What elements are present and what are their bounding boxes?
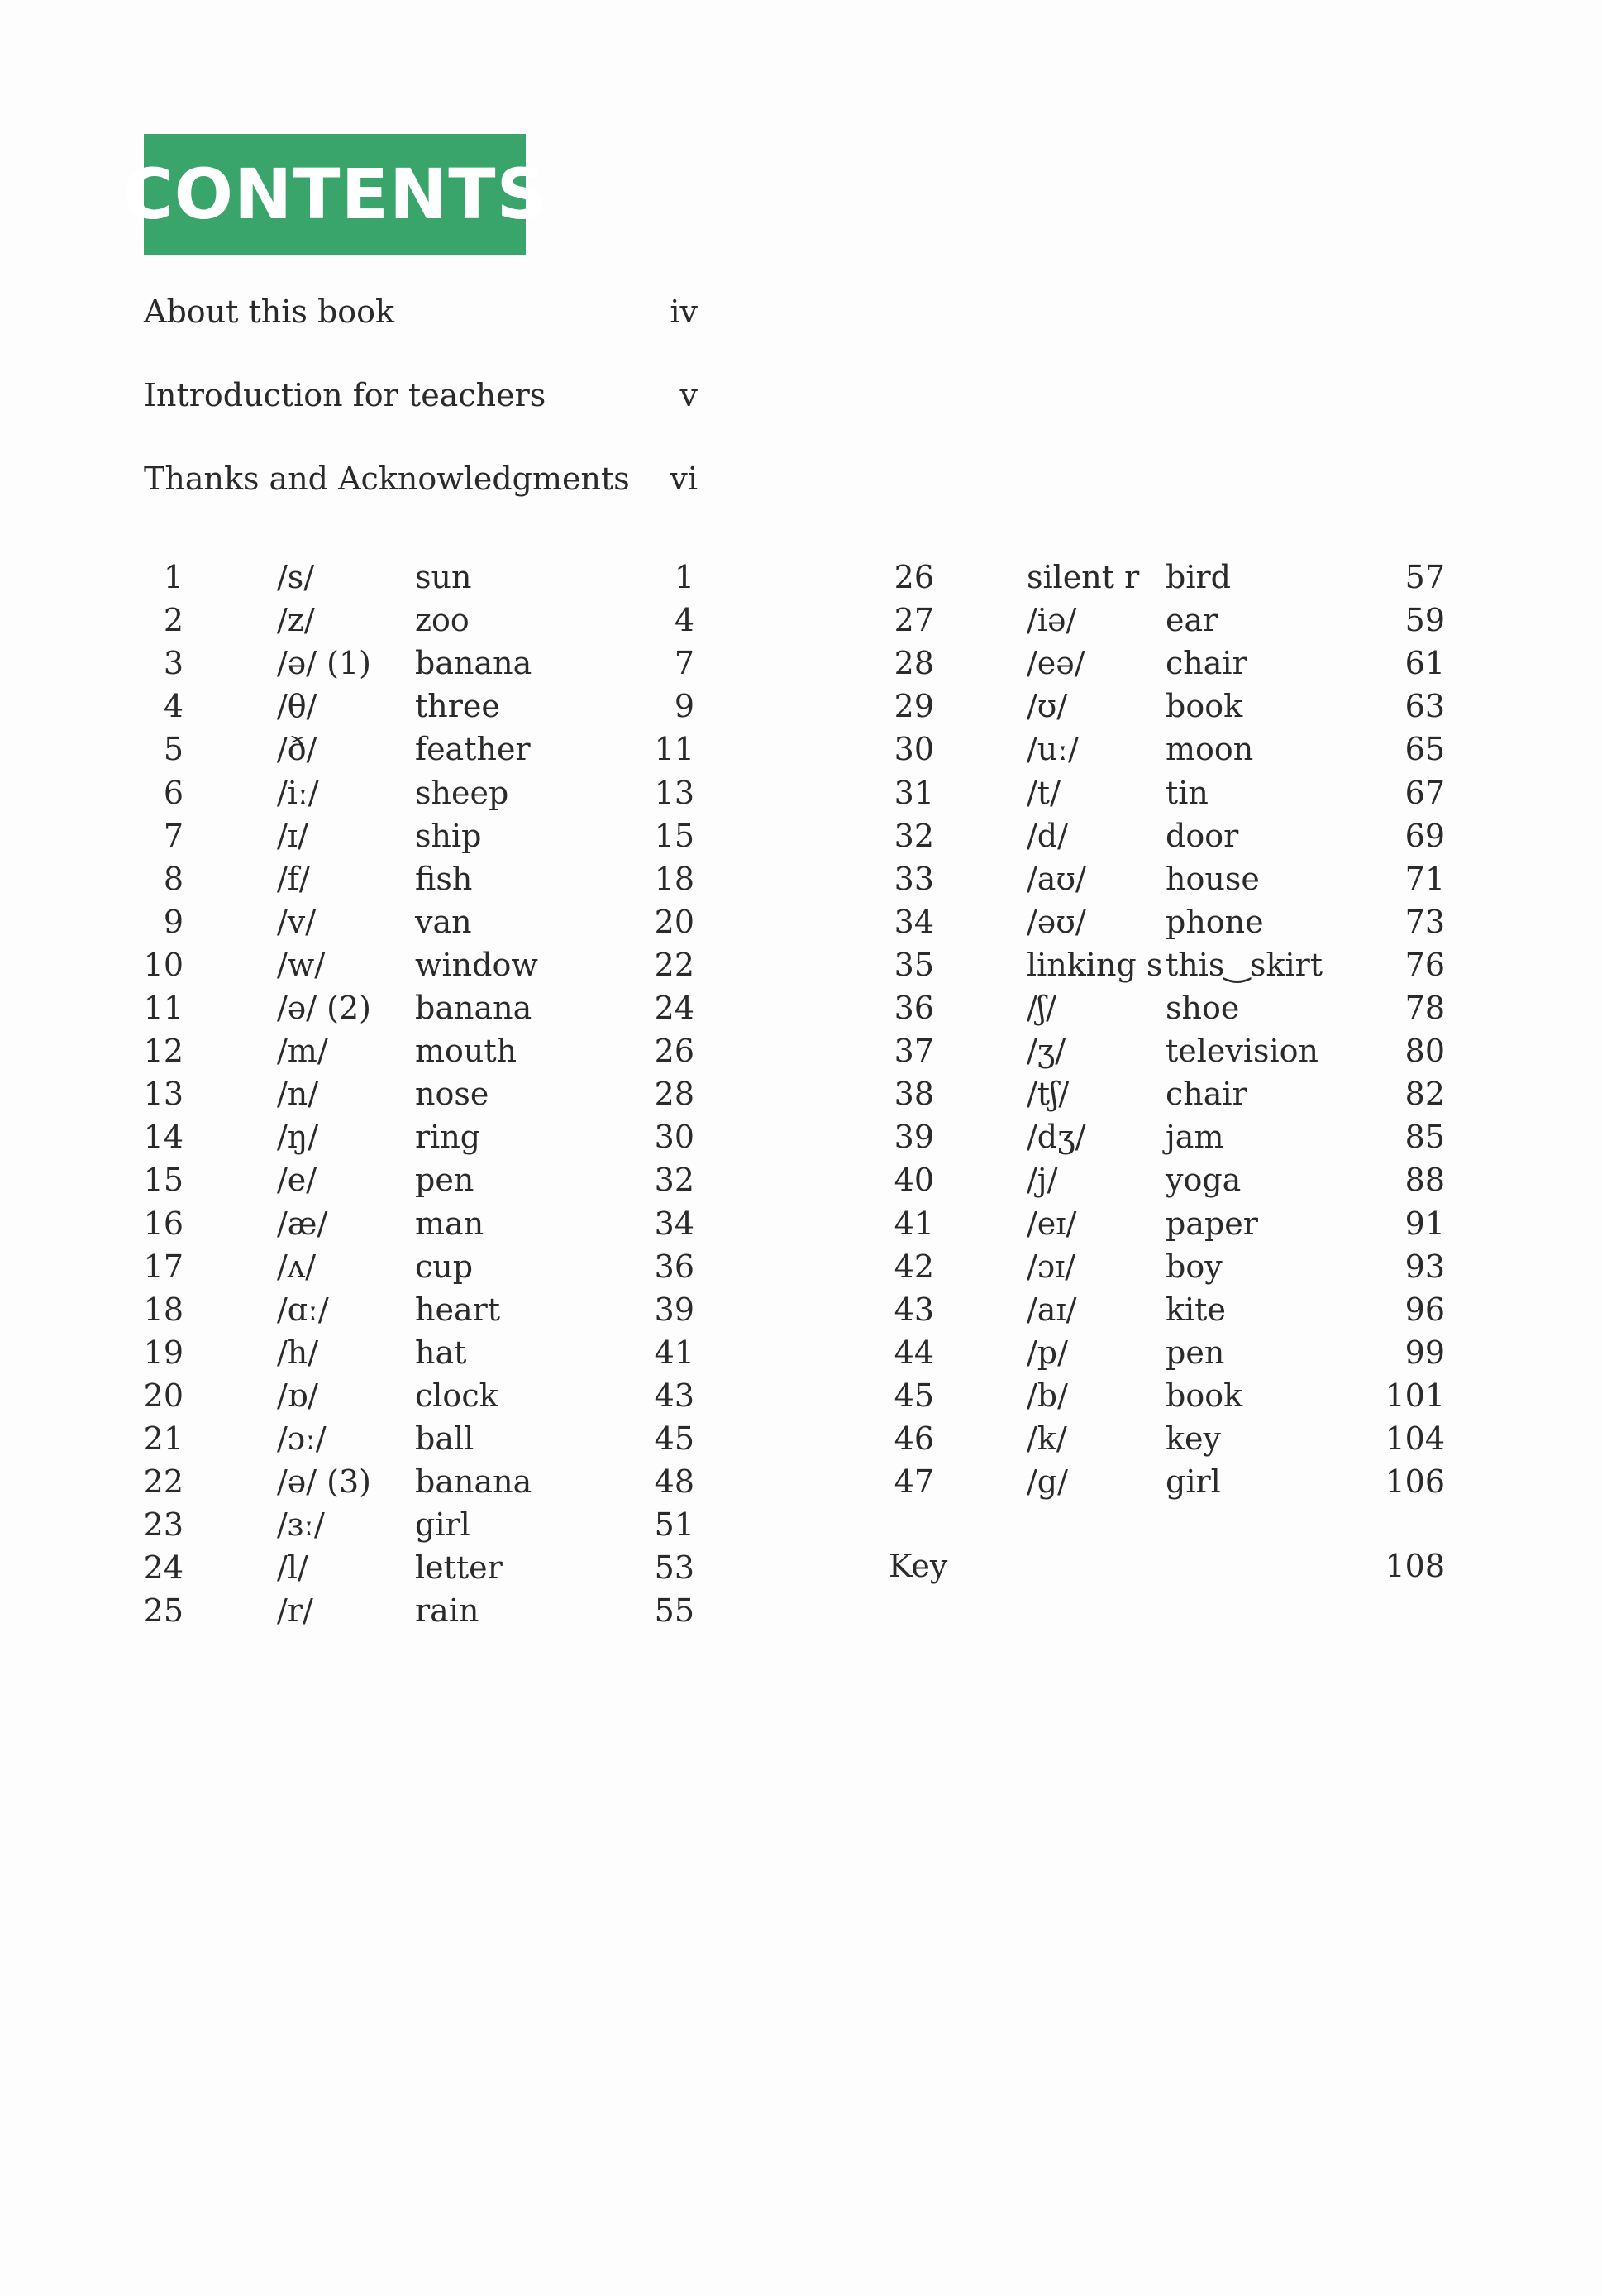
entry-sound: /ə/ (2) (277, 990, 371, 1026)
entry-word: house (1166, 860, 1260, 897)
entry-word: mouth (415, 1033, 517, 1070)
entry-page: 41 (654, 1334, 694, 1371)
entry-page: 96 (1404, 1291, 1445, 1328)
entry-sound: /ə/ (3) (277, 1463, 371, 1501)
entry-page: 24 (654, 990, 694, 1026)
entry-page: 39 (654, 1291, 694, 1328)
entry-number: 10 (143, 946, 184, 983)
entry-page: 51 (654, 1506, 694, 1544)
entry-page: 36 (654, 1248, 694, 1285)
entry-sound: /l/ (277, 1549, 308, 1587)
entry-number: 45 (894, 1377, 934, 1414)
entry-word: rain (415, 1592, 479, 1630)
entry-label: About this book (144, 294, 395, 330)
entry-sound: /ɔɪ/ (1027, 1248, 1076, 1285)
entry-number: 7 (163, 817, 184, 854)
entry-page: 45 (654, 1420, 694, 1457)
toc-entry[interactable] (0, 1158, 1602, 1201)
entry-number: 43 (894, 1291, 934, 1328)
entry-sound: /ɜː/ (277, 1506, 325, 1544)
entry-number: 16 (143, 1205, 184, 1242)
entry-number: 11 (143, 990, 184, 1026)
toc-entry[interactable] (0, 943, 1602, 986)
entry-sound: /e/ (277, 1162, 317, 1199)
entry-sound: /ɒ/ (277, 1377, 318, 1414)
entry-word: van (415, 903, 472, 940)
entry-page: 26 (654, 1033, 694, 1070)
toc-entry[interactable] (0, 728, 1602, 771)
entry-page: 43 (654, 1377, 694, 1414)
entry-number: 25 (143, 1592, 184, 1630)
entry-sound: /d/ (1027, 817, 1068, 854)
entry-number: 21 (143, 1420, 184, 1457)
entry-word: ball (415, 1420, 474, 1457)
entry-word: fish (415, 860, 473, 897)
entry-word: sheep (415, 774, 509, 811)
entry-word: window (415, 946, 538, 983)
entry-sound: /ɑː/ (277, 1291, 329, 1328)
entry-sound: /ʃ/ (1027, 990, 1056, 1026)
entry-word: three (415, 688, 500, 725)
entry-word: letter (415, 1549, 503, 1587)
entry-sound: /uː/ (1027, 731, 1079, 768)
entry-number: 6 (163, 774, 184, 811)
entry-word: tin (1166, 774, 1209, 811)
toc-entry[interactable] (0, 771, 1602, 814)
toc-entry-key[interactable] (0, 1544, 1602, 1587)
entry-page: 104 (1385, 1420, 1445, 1457)
entry-sound: /ɪ/ (277, 817, 308, 854)
entry-number: 15 (143, 1162, 184, 1199)
entry-sound: /b/ (1027, 1377, 1068, 1414)
entry-sound: /eə/ (1027, 645, 1085, 682)
entry-page: 93 (1404, 1248, 1445, 1285)
entry-word: book (1166, 688, 1243, 725)
entry-page: 71 (1404, 860, 1445, 897)
entry-number: 41 (894, 1205, 934, 1242)
entry-number: 32 (894, 817, 934, 854)
contents-heading (122, 134, 548, 255)
entry-page: 30 (654, 1119, 694, 1156)
entry-number: 39 (894, 1119, 934, 1156)
entry-sound: /v/ (277, 903, 317, 940)
entry-word: pen (415, 1162, 474, 1199)
entry-word: this‿skirt (1166, 946, 1323, 983)
entry-word: kite (1166, 1291, 1226, 1328)
toc-entry[interactable] (0, 1029, 1602, 1072)
entry-word: book (1166, 1377, 1243, 1414)
entry-number: 8 (163, 860, 184, 897)
entry-word: phone (1166, 903, 1264, 940)
toc-entry[interactable] (0, 1288, 1602, 1331)
toc-entry[interactable] (0, 1331, 1602, 1374)
entry-number: 47 (894, 1463, 934, 1501)
entry-word: feather (415, 731, 531, 768)
entry-word: banana (415, 990, 532, 1026)
entry-page: 76 (1404, 946, 1445, 983)
entry-sound: /m/ (277, 1033, 328, 1070)
entry-page: 57 (1404, 559, 1445, 595)
entry-sound: /ʌ/ (277, 1248, 317, 1285)
entry-number: 20 (143, 1377, 184, 1414)
entry-number: 3 (163, 645, 184, 682)
entry-sound: /ɔː/ (277, 1420, 327, 1457)
toc-entry[interactable] (0, 1245, 1602, 1288)
entry-word: hat (415, 1334, 467, 1371)
toc-front-entry[interactable] (144, 461, 698, 497)
entry-page: v (679, 377, 698, 413)
entry-sound: /æ/ (277, 1205, 328, 1242)
toc-front-entry[interactable] (144, 294, 698, 330)
entry-sound: /t/ (1027, 774, 1061, 811)
entry-number: 19 (143, 1334, 184, 1371)
toc-entry[interactable] (0, 986, 1602, 1029)
entry-number: 28 (894, 645, 934, 682)
entry-number: 9 (163, 903, 184, 940)
entry-page: 4 (674, 602, 694, 639)
entry-sound: /aɪ/ (1027, 1291, 1077, 1328)
entry-number: 40 (894, 1162, 934, 1199)
toc-entry[interactable] (0, 1072, 1602, 1115)
toc-entry[interactable] (0, 1202, 1602, 1245)
entry-number: 37 (894, 1033, 934, 1070)
toc-front-entry[interactable] (144, 377, 698, 413)
entry-sound: /z/ (277, 602, 315, 639)
entry-sound: silent r (1027, 559, 1140, 595)
entry-word: heart (415, 1291, 501, 1328)
entry-sound: /f/ (277, 860, 310, 897)
entry-label: Key (889, 1548, 948, 1584)
entry-word: nose (415, 1076, 489, 1113)
entry-number: 29 (894, 688, 934, 725)
toc-entry[interactable] (0, 642, 1602, 685)
entry-number: 14 (143, 1119, 184, 1156)
entry-word: cup (415, 1248, 474, 1285)
toc-entry[interactable] (0, 599, 1602, 642)
entry-page: 53 (654, 1549, 694, 1587)
entry-page: 9 (674, 688, 694, 725)
toc-entry[interactable] (0, 556, 1602, 599)
entry-number: 26 (894, 559, 934, 595)
entry-number: 17 (143, 1248, 184, 1285)
entry-number: 13 (143, 1076, 184, 1113)
entry-page: 18 (654, 860, 694, 897)
entry-page: 80 (1404, 1033, 1445, 1070)
entry-word: television (1166, 1033, 1319, 1070)
entry-sound: /w/ (277, 946, 326, 983)
entry-word: sun (415, 559, 472, 595)
entry-number: 12 (143, 1033, 184, 1070)
entry-page: iv (670, 294, 698, 330)
entry-word: pen (1166, 1334, 1225, 1371)
entry-sound: /ə/ (1) (277, 645, 371, 682)
entry-page: 13 (654, 774, 694, 811)
toc-entry[interactable] (0, 1503, 1602, 1546)
entry-page: 34 (654, 1205, 694, 1242)
entry-word: bird (1166, 559, 1231, 595)
entry-sound: /iə/ (1027, 602, 1077, 639)
entry-page: 11 (654, 731, 694, 768)
entry-number: 22 (143, 1463, 184, 1501)
toc-entry[interactable] (0, 900, 1602, 943)
entry-word: girl (415, 1506, 470, 1544)
entry-page: 32 (654, 1162, 694, 1199)
entry-page: 78 (1404, 990, 1445, 1026)
entry-page: 67 (1404, 774, 1445, 811)
entry-word: ear (1166, 602, 1218, 639)
entry-page: 106 (1385, 1463, 1445, 1501)
entry-sound: /n/ (277, 1076, 319, 1113)
entry-page: 65 (1404, 731, 1445, 768)
entry-word: chair (1166, 1076, 1247, 1113)
entry-word: chair (1166, 645, 1247, 682)
entry-number: 5 (163, 731, 184, 768)
entry-sound: /dʒ/ (1027, 1119, 1086, 1156)
entry-number: 27 (894, 602, 934, 639)
entry-sound: /θ/ (277, 688, 317, 725)
entry-sound: /p/ (1027, 1334, 1068, 1371)
toc-entry[interactable] (0, 1460, 1602, 1503)
entry-word: jam (1166, 1119, 1224, 1156)
entry-sound: /aʊ/ (1027, 860, 1086, 897)
entry-number: 33 (894, 860, 934, 897)
entry-sound: /tʃ/ (1027, 1076, 1070, 1113)
toc-entry[interactable] (0, 1589, 1602, 1632)
entry-word: girl (1166, 1463, 1221, 1501)
entry-page: 1 (674, 559, 694, 595)
entry-number: 31 (894, 774, 934, 811)
entry-page: 91 (1404, 1205, 1445, 1242)
toc-entry[interactable] (0, 857, 1602, 900)
entry-sound: /eɪ/ (1027, 1205, 1077, 1242)
entry-sound: linking s (1027, 946, 1163, 983)
entry-sound: /s/ (277, 559, 315, 595)
entry-sound: /k/ (1027, 1420, 1067, 1457)
toc-entry[interactable] (0, 814, 1602, 857)
entry-number: 44 (894, 1334, 934, 1371)
entry-page: 73 (1404, 903, 1445, 940)
entry-label: Thanks and Acknowledgments (144, 461, 630, 497)
entry-number: 42 (894, 1248, 934, 1285)
entry-page: 7 (674, 645, 694, 682)
entry-page: vi (670, 461, 698, 497)
entry-page: 85 (1404, 1119, 1445, 1156)
entry-page: 48 (654, 1463, 694, 1501)
heading-text: CONTENTS (122, 154, 548, 235)
toc-entry[interactable] (0, 1417, 1602, 1460)
entry-word: yoga (1166, 1162, 1242, 1199)
entry-sound: /əʊ/ (1027, 903, 1086, 940)
entry-number: 2 (163, 602, 184, 639)
entry-page: 63 (1404, 688, 1445, 725)
entry-number: 1 (163, 559, 184, 595)
entry-page: 101 (1385, 1377, 1445, 1414)
entry-word: moon (1166, 731, 1254, 768)
entry-page: 55 (654, 1592, 694, 1630)
entry-page: 69 (1404, 817, 1445, 854)
entry-number: 36 (894, 990, 934, 1026)
entry-sound: /ʊ/ (1027, 688, 1068, 725)
entry-word: man (415, 1205, 484, 1242)
entry-page: 99 (1404, 1334, 1445, 1371)
entry-word: door (1166, 817, 1239, 854)
entry-page: 61 (1404, 645, 1445, 682)
entry-sound: /r/ (277, 1592, 313, 1630)
entry-page: 22 (654, 946, 694, 983)
entry-page: 59 (1404, 602, 1445, 639)
entry-sound: /ʒ/ (1027, 1033, 1066, 1070)
entry-number: 46 (894, 1420, 934, 1457)
entry-number: 30 (894, 731, 934, 768)
entry-sound: /j/ (1027, 1162, 1058, 1199)
entry-word: boy (1166, 1248, 1223, 1285)
entry-sound: /g/ (1027, 1463, 1068, 1501)
entry-word: zoo (415, 602, 470, 639)
entry-word: banana (415, 645, 532, 682)
entry-number: 24 (143, 1549, 184, 1587)
toc-entry[interactable] (0, 685, 1602, 728)
toc-entry[interactable] (0, 1374, 1602, 1417)
entry-number: 18 (143, 1291, 184, 1328)
entry-number: 23 (143, 1506, 184, 1544)
entry-number: 34 (894, 903, 934, 940)
entry-label: Introduction for teachers (144, 377, 546, 413)
entry-page: 20 (654, 903, 694, 940)
entry-page: 15 (654, 817, 694, 854)
entry-word: key (1166, 1420, 1221, 1457)
entry-word: clock (415, 1377, 498, 1414)
entry-word: shoe (1166, 990, 1240, 1026)
entry-page: 28 (654, 1076, 694, 1113)
toc-entry[interactable] (0, 1115, 1602, 1158)
entry-sound: /h/ (277, 1334, 319, 1371)
entry-number: 4 (163, 688, 184, 725)
entry-number: 35 (894, 946, 934, 983)
entry-word: ring (415, 1119, 481, 1156)
entry-word: ship (415, 817, 482, 854)
entry-word: banana (415, 1463, 532, 1501)
entry-page: 82 (1404, 1076, 1445, 1113)
entry-sound: /iː/ (277, 774, 319, 811)
entry-sound: /ð/ (277, 731, 317, 768)
entry-page: 88 (1404, 1162, 1445, 1199)
entry-number: 38 (894, 1076, 934, 1113)
entry-word: paper (1166, 1205, 1258, 1242)
entry-sound: /ŋ/ (277, 1119, 319, 1156)
entry-page: 108 (1385, 1548, 1445, 1584)
